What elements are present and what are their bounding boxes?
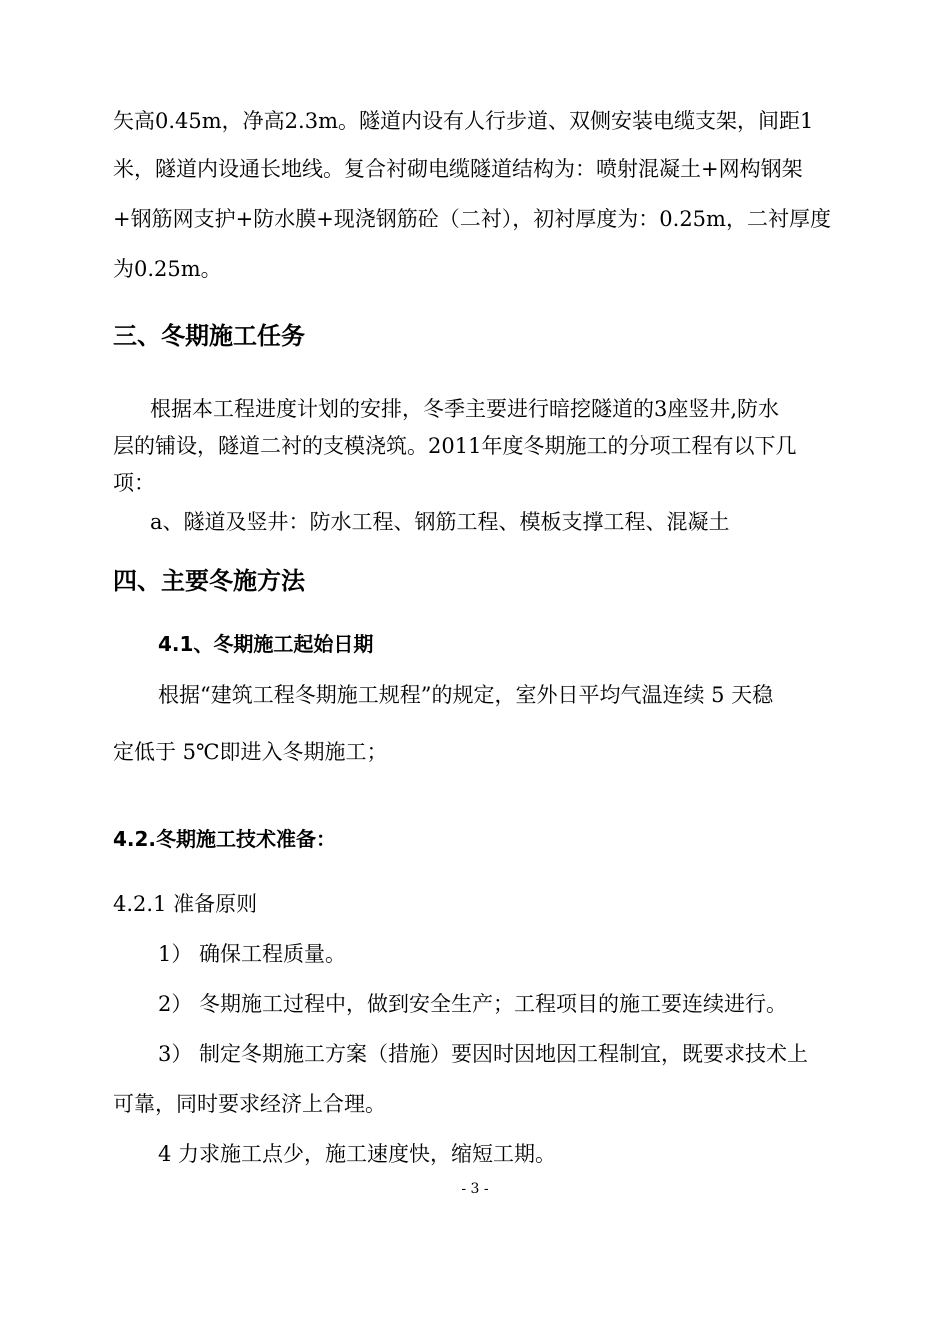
- body-line: 根据“建筑工程冬期施工规程”的规定，室外日平均气温连续 5 天稳: [158, 683, 774, 707]
- list-item: 2） 冬期施工过程中，做到安全生产；工程项目的施工要连续进行。: [158, 992, 788, 1016]
- body-line: a、隧道及竖井：防水工程、钢筋工程、模板支撑工程、混凝土: [150, 510, 730, 534]
- section-heading-3: 三、冬期施工任务: [113, 322, 305, 350]
- list-item: 4 力求施工点少，施工速度快，缩短工期。: [158, 1142, 557, 1166]
- subsection-heading-4-1: 4.1、冬期施工起始日期: [158, 632, 374, 656]
- body-line: 为0.25m。: [113, 257, 222, 281]
- list-item-continuation: 可靠，同时要求经济上合理。: [113, 1092, 386, 1116]
- body-line: +钢筋网支护+防水膜+现浇钢筋砼（二衬），初衬厚度为：0.25m，二衬厚度: [113, 207, 831, 231]
- body-line: 米，隧道内设通长地线。复合衬砌电缆隧道结构为：喷射混凝土+网构钢架: [113, 157, 803, 181]
- subsection-heading-4-2-1: 4.2.1 准备原则: [113, 892, 258, 916]
- page-number: - 3 -: [461, 1181, 489, 1197]
- list-item: 3） 制定冬期施工方案（措施）要因时因地因工程制宜，既要求技术上: [158, 1042, 809, 1066]
- section-heading-4: 四、主要冬施方法: [113, 567, 305, 595]
- body-line: 根据本工程进度计划的安排，冬季主要进行暗挖隧道的3座竖井,防水: [150, 397, 780, 421]
- body-line: 层的铺设，隧道二衬的支模浇筑。2011年度冬期施工的分项工程有以下几: [113, 434, 797, 458]
- body-line: 矢高0.45m，净高2.3m。隧道内设有人行步道、双侧安装电缆支架，间距1: [113, 109, 814, 133]
- subsection-heading-4-2: 4.2.冬期施工技术准备：: [113, 827, 337, 851]
- list-item: 1） 确保工程质量。: [158, 942, 347, 966]
- body-line: 项：: [113, 471, 155, 495]
- body-line: 定低于 5℃即进入冬期施工；: [113, 740, 388, 764]
